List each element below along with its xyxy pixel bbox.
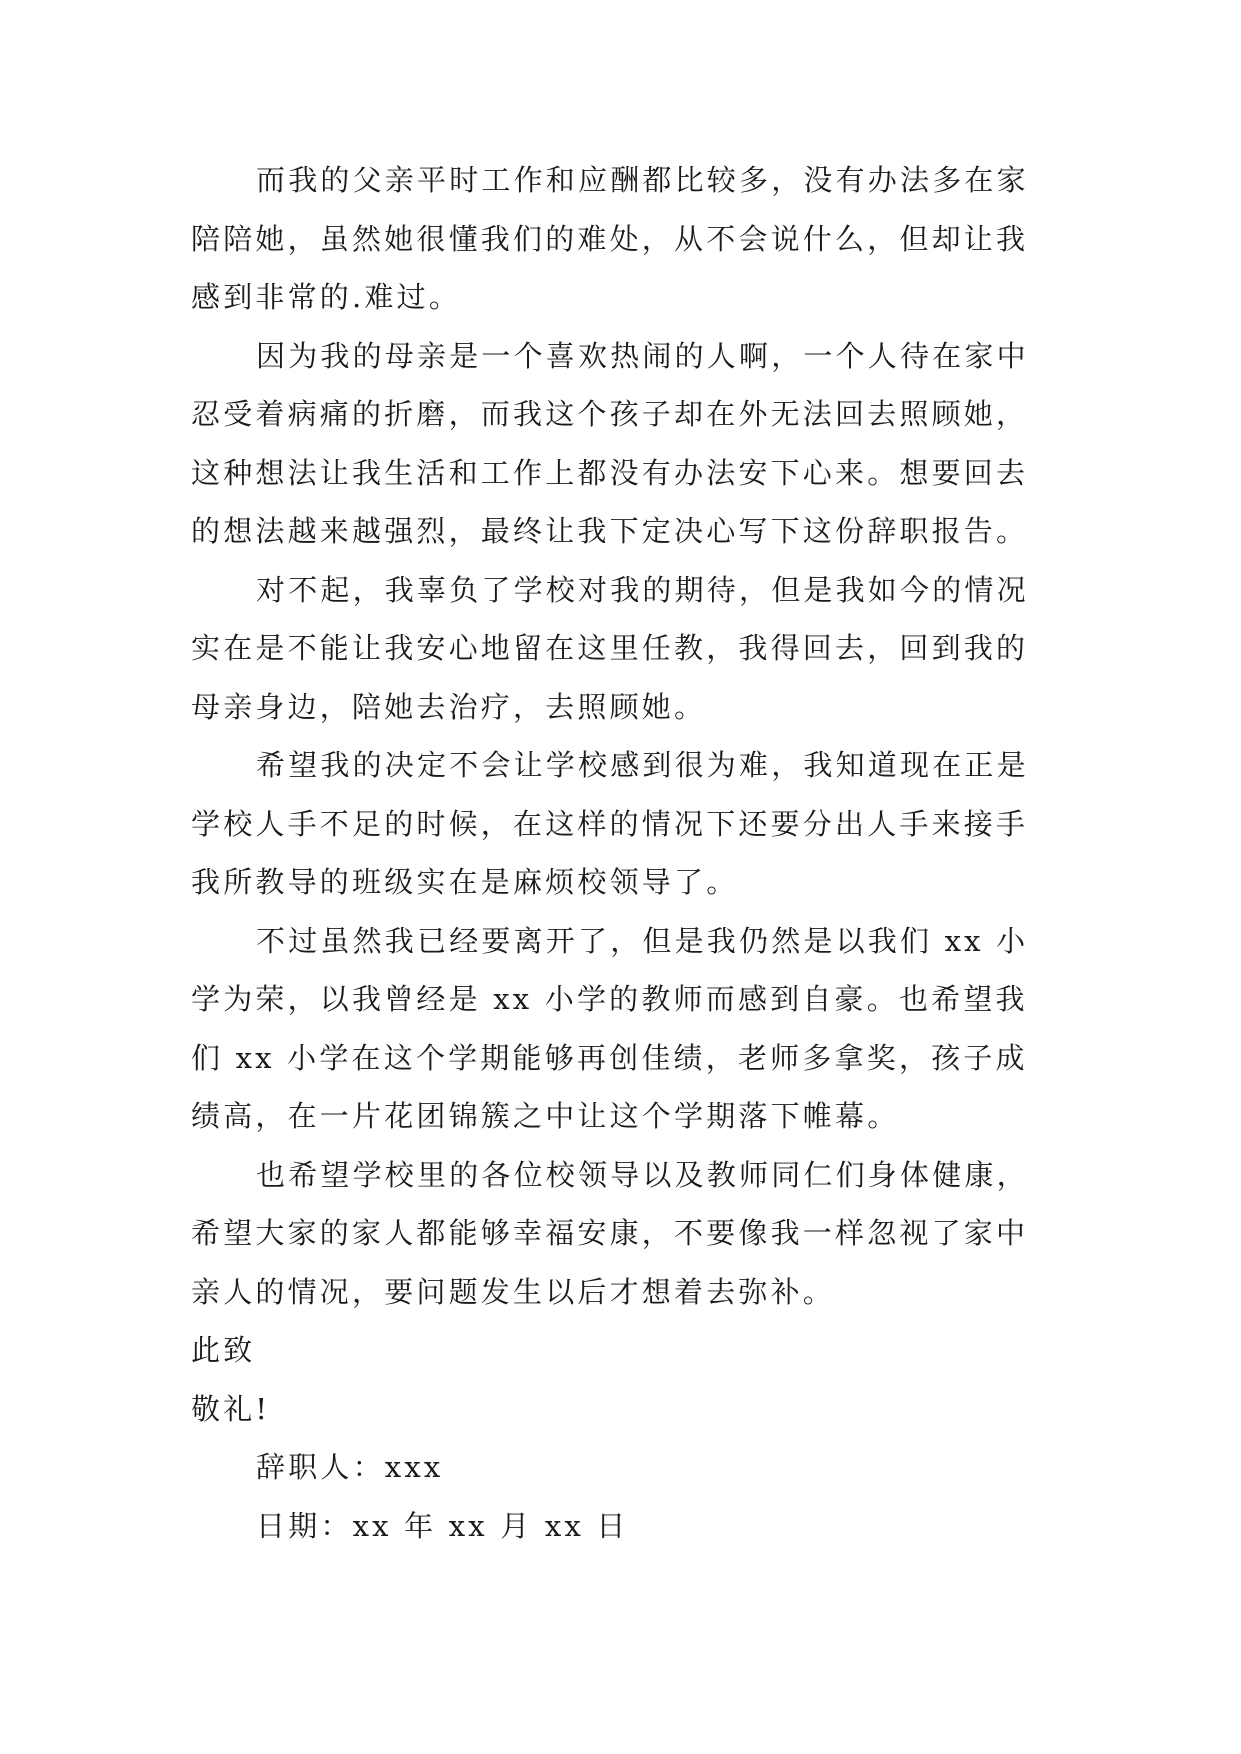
text-line: 不过虽然我已经要离开了，但是我仍然是以我们 xx 小 [256,923,1029,958]
text-line: 感到非常的.难过。 [191,280,462,314]
text-line: 实在是不能让我安心地留在这里任教，我得回去，回到我的 [191,631,1029,665]
text-line: 这种想法让我生活和工作上都没有办法安下心来。想要回去 [191,455,1029,490]
text-line: 亲人的情况，要问题发生以后才想着去弥补。 [191,1274,836,1309]
text-line: 绩高，在一片花团锦簇之中让这个学期落下帷幕。 [191,1099,900,1133]
text-line: 也希望学校里的各位校领导以及教师同仁们身体健康， [256,1157,1029,1192]
text-line: 对不起，我辜负了学校对我的期待，但是我如今的情况 [256,572,1029,607]
text-line: 陪陪她，虽然她很懂我们的难处，从不会说什么，但却让我 [191,221,1029,256]
signature-line: 辞职人：xxx [256,1450,444,1484]
text-line: 们 xx 小学在这个学期能够再创佳绩，老师多拿奖，孩子成 [191,1040,1028,1075]
text-line: 希望我的决定不会让学校感到很为难，我知道现在正是 [256,748,1029,782]
text-line: 我所教导的班级实在是麻烦校领导了。 [191,865,739,899]
closing-regards: 敬礼! [191,1391,271,1426]
date-line: 日期：xx 年 xx 月 xx 日 [256,1508,629,1543]
text-line: 学校人手不足的时候，在这样的情况下还要分出人手来接手 [191,806,1029,841]
text-line: 母亲身边，陪她去治疗，去照顾她。 [191,689,707,724]
letter-body [191,160,1051,1564]
text-line: 希望大家的家人都能够幸福安康，不要像我一样忽视了家中 [191,1216,1029,1250]
closing-salutation: 此致 [191,1333,256,1367]
text-line: 学为荣，以我曾经是 xx 小学的教师而感到自豪。也希望我 [191,982,1028,1016]
text-line: 因为我的母亲是一个喜欢热闹的人啊，一个人待在家中 [256,338,1029,373]
text-line: 而我的父亲平时工作和应酬都比较多，没有办法多在家 [256,163,1029,197]
text-line: 的想法越来越强烈，最终让我下定决心写下这份辞职报告。 [191,514,1029,548]
text-line: 忍受着病痛的折磨，而我这个孩子却在外无法回去照顾她， [191,397,1029,431]
